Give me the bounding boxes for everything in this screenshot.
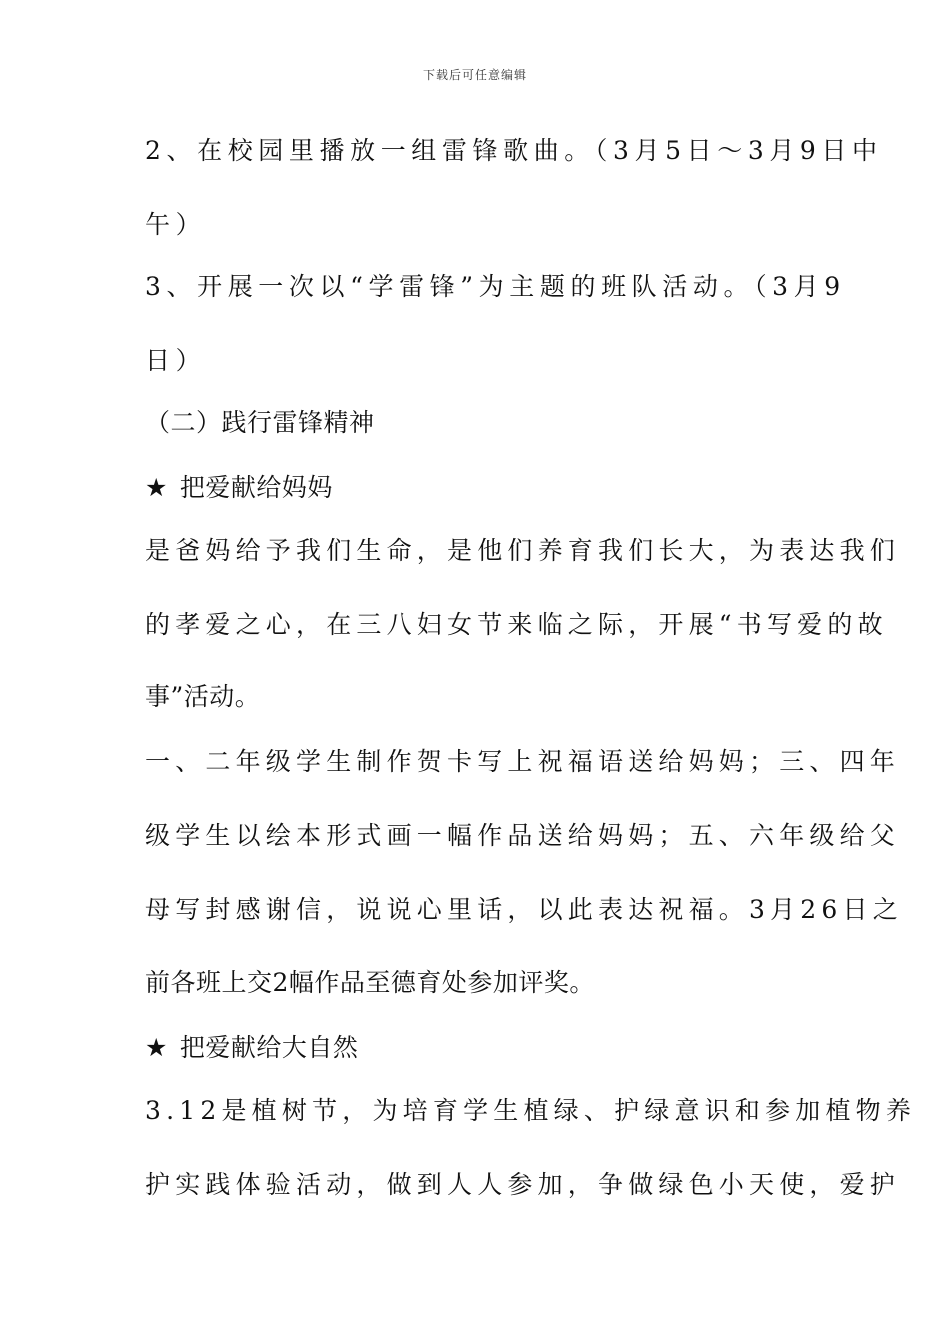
bullet-heading-2-label: 把爱献给大自然 [179, 1033, 359, 1062]
text-line-4: 日） [145, 346, 207, 375]
text-line-6: 是爸妈给予我们生命，是他们养育我们长大，为表达我们 [145, 536, 901, 565]
header-note: 下载后可任意编辑 [422, 68, 527, 82]
bullet-heading-2 [145, 1031, 815, 1065]
star-icon: ★ [145, 1033, 168, 1062]
section-heading: （二）践行雷锋精神 [145, 408, 375, 437]
text-line-2: 午） [145, 210, 207, 239]
text-line-9: 一、二年级学生制作贺卡写上祝福语送给妈妈；三、四年 [145, 747, 901, 776]
text-line-12: 前各班上交2幅作品至德育处参加评奖。 [145, 968, 595, 997]
text-line-3: 3、开展一次以“学雷锋”为主题的班队活动。（3月9 [145, 272, 846, 301]
text-line-8: 事”活动。 [145, 682, 261, 711]
text-line-15: 护实践体验活动，做到人人参加，争做绿色小天使，爱护 [145, 1170, 901, 1199]
bullet-heading-1 [145, 471, 815, 505]
bullet-heading-1-label: 把爱献给妈妈 [179, 473, 333, 502]
text-line-14: 3.12是植树节，为培育学生植绿、护绿意识和参加植物养 [145, 1096, 917, 1125]
text-line-7: 的孝爱之心，在三八妇女节来临之际，开展“书写爱的故 [145, 610, 888, 639]
text-line-1: 2、在校园里播放一组雷锋歌曲。（3月5日～3月9日中 [145, 136, 883, 165]
star-icon: ★ [145, 473, 168, 502]
text-line-11: 母写封感谢信，说说心里话，以此表达祝福。3月26日之 [145, 895, 903, 924]
text-line-10: 级学生以绘本形式画一幅作品送给妈妈；五、六年级给父 [145, 821, 901, 850]
